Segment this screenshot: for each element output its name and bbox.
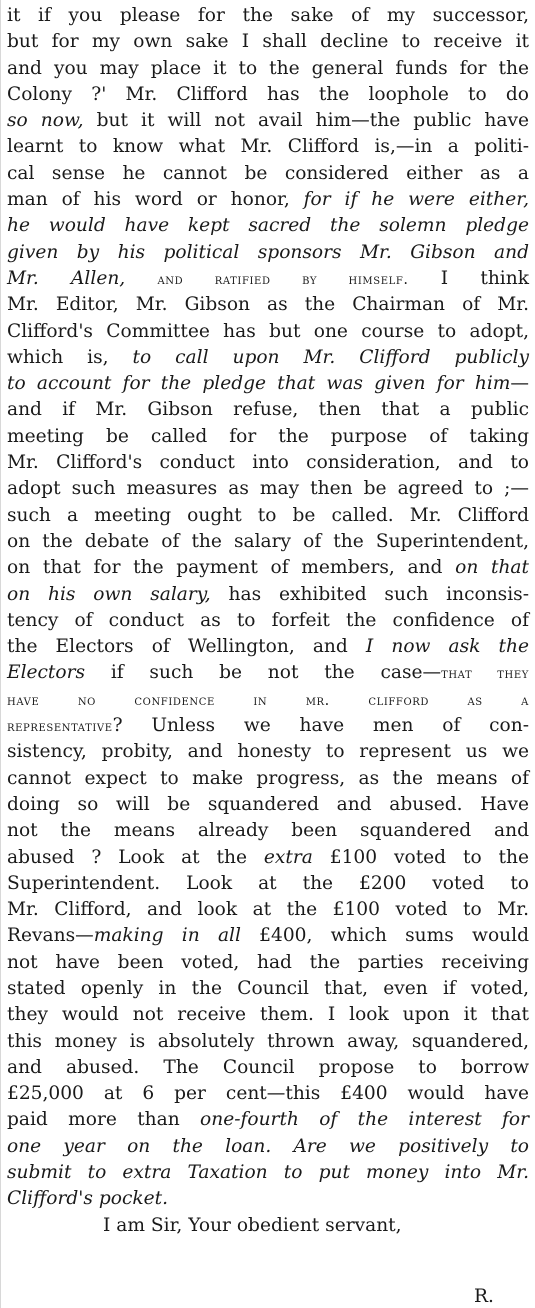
text-run: £25,000 at 6 per cent—this £400 would have [7,1083,529,1105]
italic-text: he would have kept sacred the solemn pledge [7,215,529,237]
text-run: Mr. Editor, Mr. Gibson as the Chairman of Mr. [7,294,529,316]
text-run: and abused. The Council propose to borrow [7,1056,529,1078]
text-line [7,1055,529,1081]
text-line [7,240,529,266]
italic-text: to call upon Mr. Clifford publicly [132,346,529,368]
italic-text: one-fourth of the interest for [200,1109,529,1131]
text-line [7,424,529,450]
text-line [7,766,529,792]
italic-text: making in all [93,925,241,947]
text-run: man of his word or honor, [7,189,304,211]
text-run: £100 voted to the [312,846,529,868]
text-run: it if you please for the sake of my successor, [7,5,529,26]
text-line [7,345,529,371]
italic-text: Clifford's pocket. [7,1188,169,1210]
text-line [7,187,529,213]
text-line [7,582,529,608]
text-line [7,56,529,82]
text-line [7,450,529,476]
text-run: doing so will be squandered and abused. Have [7,793,529,815]
column-rule [0,0,1,1308]
text-line [7,792,529,818]
text-run: — [510,373,529,395]
text-run: £400, which sums would [240,925,529,947]
italic-text: extra [263,846,313,868]
text-run: Colony ?' Mr. Clifford has the loophole to do [7,83,529,105]
text-line [7,660,529,686]
text-run: meeting be called for the purpose of taking [7,425,529,447]
text-run: Mr. Clifford's conduct into consideration, and to [7,452,529,474]
text-run: this money is absolutely thrown away, squandered, [7,1030,529,1052]
text-line [7,739,529,765]
text-line [7,82,529,108]
text-run: not have been voted, had the parties receiving [7,951,529,973]
text-line [7,1160,529,1186]
text-run: ? Unless we have men of con- [112,715,529,737]
text-run: stated openly in the Council that, even if voted, [7,977,529,999]
text-line [7,503,529,529]
text-line [7,1186,529,1212]
text-run: learnt to know what Mr. Clifford is,—in a politi- [7,136,529,158]
italic-text: on that [455,557,529,579]
text-line [7,134,529,160]
text-run: tency of conduct as to forfeit the confidence of [7,609,529,631]
text-line [7,1134,529,1160]
small-caps-text: have no confidence in mr. clifford as a [7,692,529,709]
text-line [7,845,529,871]
text-line [7,266,529,292]
text-run: adopt such measures as may then be agreed to ;— [7,478,529,500]
text-line [7,1107,529,1133]
text-run: but for my own sake I shall decline to receive it [7,31,529,53]
text-line [7,634,529,660]
text-line [7,713,529,739]
text-run: which is, [7,346,133,368]
text-run: abused ? Look at the [7,846,264,868]
text-line [7,687,529,713]
text-run: Mr. Clifford, and look at the £100 voted to Mr. [7,899,529,921]
text-run: sistency, probity, and honesty to represent us we [7,741,529,763]
text-run: but it will not avail him—the public have [83,110,529,132]
text-run: they would not receive them. I look upon it that [7,1004,529,1026]
text-line [7,897,529,923]
text-line [7,529,529,555]
text-line [7,213,529,239]
italic-text: one year on the loan. Are we positively to [7,1135,529,1157]
text-line [7,371,529,397]
text-line [7,476,529,502]
text-line [7,319,529,345]
text-line [7,871,529,897]
text-run: on that for the payment of members, and [7,557,456,579]
text-run: and you may place it to the general funds for the [7,57,529,79]
text-line [7,397,529,423]
small-caps-text: and ratified by himself. [157,271,409,288]
closing-line: I am Sir, Your obedient servant, [103,1214,402,1236]
italic-text: Electors [7,662,86,684]
text-line [7,1081,529,1107]
text-run: such a meeting ought to be called. Mr. Clifford [7,504,529,526]
text-run: I think [408,267,529,289]
text-run: paid more than [7,1109,201,1131]
text-run [125,268,157,289]
text-line [7,818,529,844]
text-run: Clifford's Committee has but one course to adopt, [7,320,529,342]
text-run: cannot expect to make progress, as the means of [7,767,529,789]
text-line [7,976,529,1002]
text-line [7,555,529,581]
text-line [7,950,529,976]
text-line [7,108,529,134]
small-caps-text: representative [7,719,113,736]
text-line [7,608,529,634]
text-run: cal sense he cannot be considered either as a [7,162,529,184]
italic-text: to account for the pledge that was given for him [7,373,511,395]
text-line [7,1029,529,1055]
text-line [7,161,529,187]
signature: R. [474,1286,494,1307]
italic-text: Mr. Allen, [7,267,126,289]
text-run: Superintendent. Look at the £200 voted to [7,872,529,894]
italic-text: so now, [7,110,84,132]
text-run: not the means already been squandered and [7,820,529,842]
text-line [7,3,529,29]
text-run: and if Mr. Gibson refuse, then that a public [7,399,529,421]
text-run: has exhibited such inconsis- [210,583,529,605]
italic-text: given by his political sponsors Mr. Gibson and [7,241,529,263]
text-line [7,923,529,949]
italic-text: on his own salary, [7,583,211,605]
text-run: the Electors of Wellington, and [7,636,366,658]
text-line [7,29,529,55]
text-run: on the debate of the salary of the Superintendent, [7,530,529,552]
text-line [7,1002,529,1028]
article-column [7,3,529,1239]
text-line [7,292,529,318]
italic-text: for if he were either, [303,189,529,211]
text-run: Revans— [7,925,94,947]
italic-text: I now ask the [365,636,529,658]
small-caps-text: that they [441,666,529,683]
text-run: if such be not the case— [85,662,442,684]
italic-text: submit to extra Taxation to put money into Mr. [7,1162,529,1184]
